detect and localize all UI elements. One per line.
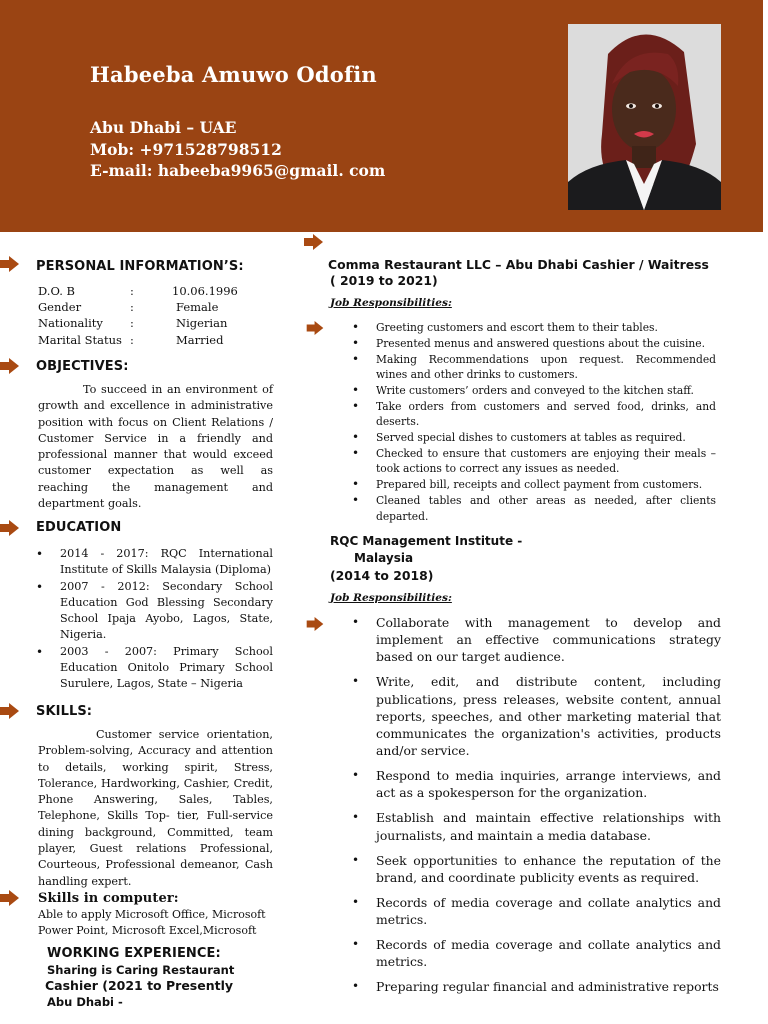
arrow-right-icon (0, 890, 19, 906)
header-banner (0, 0, 763, 232)
pi-label: Marital Status (38, 333, 122, 347)
responsibility-item: • Making Recommendations upon request. Recommended wines and other drinks to customers. (352, 352, 716, 383)
working-role: Cashier (2021 to Presently (45, 978, 234, 993)
job1-responsibilities-label: Job Responsibilities: (330, 297, 452, 309)
arrow-right-icon (0, 703, 19, 719)
pi-value: Female (176, 300, 219, 314)
pi-separator: : (130, 284, 134, 298)
pi-label: Nationality (38, 316, 103, 330)
computer-skills-text: Able to apply Microsoft Office, Microsoft Power Point, Microsoft Excel,Microsoft (38, 908, 266, 938)
profile-photo (568, 24, 721, 210)
personal-info-heading: PERSONAL INFORMATION’S: (36, 259, 244, 274)
skills-heading: SKILLS: (36, 704, 93, 719)
job2-country: Malaysia (354, 551, 414, 565)
mobile-number: Mob: +971528798512 (90, 140, 282, 159)
pi-separator: : (130, 316, 134, 330)
education-item: • 2003 - 2007: Primary School Education Onitolo Primary School Surulere, Lagos, State – Nigeria (36, 644, 273, 693)
responsibility-item: • Records of media coverage and collate analytics and metrics. (352, 936, 721, 970)
pi-value: Nigerian (176, 316, 228, 330)
arrow-right-icon (306, 321, 324, 335)
computer-skills-heading: Skills in computer: (38, 891, 179, 906)
education-item: • 2014 - 2017: RQC International Institute of Skills Malaysia (Diploma) (36, 546, 273, 579)
job1-company: Comma Restaurant LLC – Abu Dhabi Cashier / Waitress (328, 257, 709, 272)
working-experience-heading: WORKING EXPERIENCE: (47, 946, 221, 961)
working-company: Sharing is Caring Restaurant (47, 963, 235, 977)
pi-separator: : (130, 333, 134, 347)
pi-value: 10.06.1996 (172, 284, 238, 298)
responsibility-item: • Preparing regular financial and administrative reports (352, 978, 721, 995)
responsibility-item: • Take orders from customers and served food, drinks, and deserts. (352, 399, 716, 430)
job2-responsibilities-label: Job Responsibilities: (330, 592, 452, 604)
education-list (36, 546, 273, 693)
skills-text: Customer service orientation, Problem-solving, Accuracy and attention to details, working spirit, Stress, Tolerance, Hardworking, Cashier, Credit, Phone Answering, Sales, Tables, Telephone, Skills Top- tier, Full-service dining background, Committed, team player, Guest relations Professional, Courteous, Professional demeanor, Cash handling expert. (38, 728, 273, 888)
responsibility-item: • Prepared bill, receipts and collect payment from customers. (352, 477, 716, 493)
responsibility-item: • Checked to ensure that customers are enjoying their meals – took actions to correct any issues as needed. (352, 446, 716, 477)
responsibility-item: • Seek opportunities to enhance the reputation of the brand, and coordinate publicity events as required. (352, 852, 721, 886)
job1-period: ( 2019 to 2021) (330, 273, 438, 288)
location: Abu Dhabi – UAE (90, 118, 237, 137)
objectives-heading: OBJECTIVES: (36, 359, 129, 374)
responsibility-item: • Records of media coverage and collate analytics and metrics. (352, 894, 721, 928)
job1-responsibilities-list (352, 320, 716, 524)
responsibility-item: • Cleaned tables and other areas as needed, after clients departed. (352, 493, 716, 524)
education-item: • 2007 - 2012: Secondary School Education God Blessing Secondary School Ipaja Ayobo, Lagos, State, Nigeria. (36, 579, 273, 644)
job2-period: (2014 to 2018) (330, 568, 434, 583)
arrow-right-icon (304, 234, 323, 250)
responsibility-item: • Write customers’ orders and conveyed to the kitchen staff. (352, 383, 716, 399)
responsibility-item: • Establish and maintain effective relationships with journalists, and maintain a media database. (352, 809, 721, 843)
responsibility-item: • Presented menus and answered questions about the cuisine. (352, 336, 716, 352)
arrow-right-icon (306, 617, 324, 631)
responsibility-item: • Respond to media inquiries, arrange interviews, and act as a spokesperson for the organization. (352, 767, 721, 801)
arrow-right-icon (0, 358, 19, 374)
email-address: E-mail: habeeba9965@gmail. com (90, 161, 386, 180)
working-location: Abu Dhabi - (47, 995, 123, 1009)
responsibility-item: • Write, edit, and distribute content, including publications, press releases, website content, annual reports, speeches, and other marketing material that communicates the organization's activities, products and/or service. (352, 673, 721, 759)
arrow-right-icon (0, 520, 19, 536)
responsibility-item: • Greeting customers and escort them to their tables. (352, 320, 716, 336)
responsibility-item: • Collaborate with management to develop and implement an effective communications strategy based on our target audience. (352, 614, 721, 666)
responsibility-item: • Served special dishes to customers at tables as required. (352, 430, 716, 446)
pi-label: D.O. B (38, 284, 75, 298)
arrow-right-icon (0, 256, 19, 272)
objectives-text: To succeed in an environment of growth and excellence in administrative position with focus on Client Relations / Customer Service in a friendly and professional manner that would exceed customer expectation as well as reaching the management and department goals. (38, 383, 273, 511)
job2-company: RQC Management Institute - (330, 534, 523, 548)
education-heading: EDUCATION (36, 520, 122, 535)
pi-value: Married (176, 333, 224, 347)
pi-separator: : (130, 300, 134, 314)
job2-responsibilities-list (352, 614, 721, 1003)
candidate-name: Habeeba Amuwo Odofin (90, 62, 377, 87)
pi-label: Gender (38, 300, 82, 314)
